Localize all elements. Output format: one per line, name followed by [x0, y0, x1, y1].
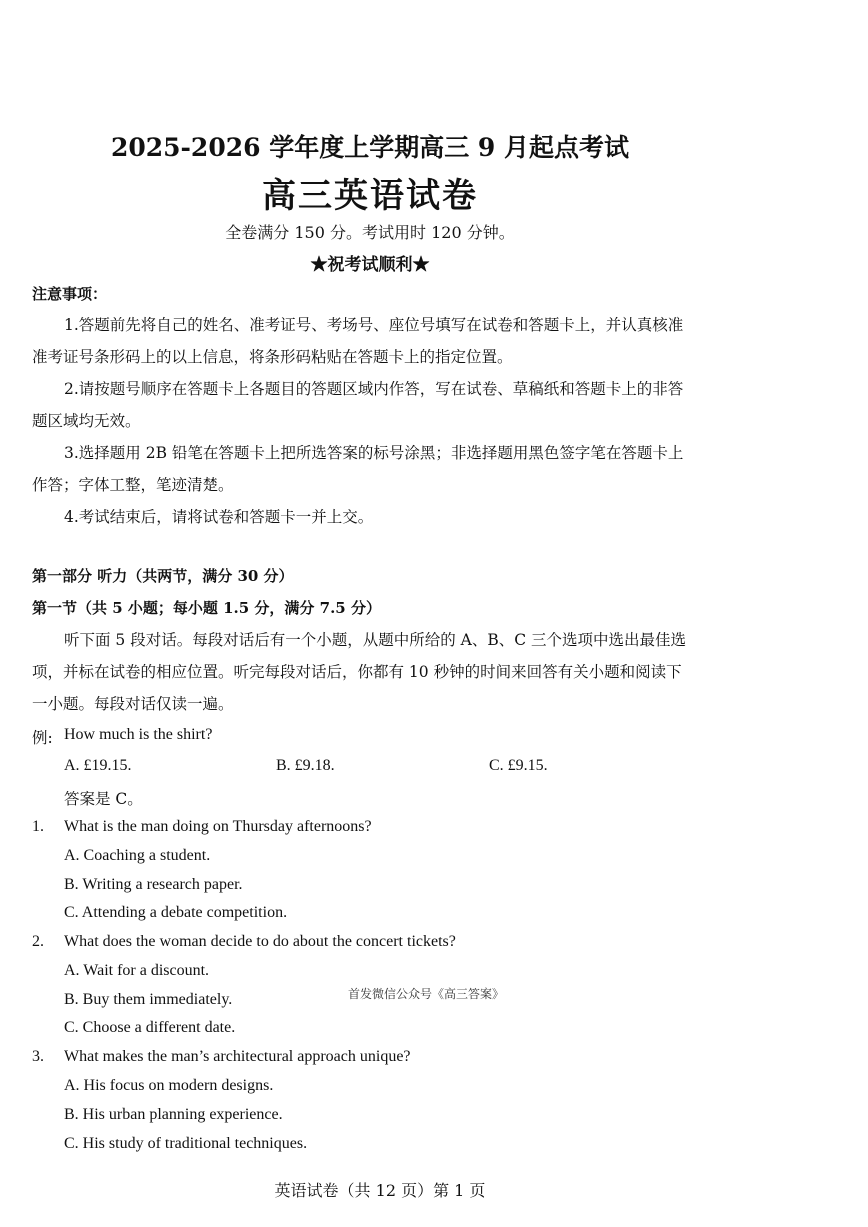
example-option-b: B. £9.18.: [276, 757, 335, 774]
question-option: C. Choose a different date.: [64, 1019, 236, 1036]
question-text: What is the man doing on Thursday afternoons?: [64, 818, 372, 835]
question-text: What does the woman decide to do about the concert tickets?: [64, 933, 456, 950]
question-option: A. Coaching a student.: [64, 847, 211, 864]
example-question: How much is the shirt?: [64, 726, 213, 743]
instruction-line: 项，并标在试卷的相应位置。听完每段对话后，你都有 10 秒钟的时间来回答有关小题和阅读下: [32, 663, 682, 681]
note-line: 题区域均无效。: [32, 412, 141, 430]
question-option: B. Writing a research paper.: [64, 876, 243, 893]
notes-heading: 注意事项：: [32, 285, 108, 303]
good-luck-banner: ★祝考试顺利★: [310, 255, 430, 275]
score-time-info: 全卷满分 150 分。考试用时 120 分钟。: [225, 223, 515, 242]
section1-heading: 第一节（共 5 小题；每小题 1.5 分，满分 7.5 分）: [32, 599, 381, 617]
note-line: 3.选择题用 2B 铅笔在答题卡上把所选答案的标号涂黑；非选择题用黑色签字笔在答题卡上: [64, 444, 684, 462]
question-option: C. His study of traditional techniques.: [64, 1135, 308, 1152]
note-line: 准考证号条形码上的以上信息，将条形码粘贴在答题卡上的指定位置。: [32, 348, 513, 366]
note-line: 2.请按题号顺序在答题卡上各题目的答题区域内作答，写在试卷、草稿纸和答题卡上的非答: [64, 380, 684, 398]
question-text: What makes the man’s architectural approach unique?: [64, 1048, 411, 1065]
page-footer: 英语试卷（共 12 页）第 1 页: [274, 1181, 486, 1200]
instruction-line: 一小题。每段对话仅读一遍。: [32, 695, 234, 713]
question-option: A. Wait for a discount.: [64, 962, 210, 979]
subject-title: 高三英语试卷: [262, 176, 478, 216]
example-option-c: C. £9.15.: [489, 757, 548, 774]
note-line: 4.考试结束后，请将试卷和答题卡一并上交。: [64, 508, 374, 526]
watermark-text: 首发微信公众号《高三答案》: [348, 987, 505, 1001]
question-number: 3.: [32, 1048, 44, 1065]
question-number: 1.: [32, 818, 44, 835]
question-option: A. His focus on modern designs.: [64, 1077, 274, 1094]
exam-title: 2025-2026 学年度上学期高三 9 月起点考试: [110, 133, 630, 162]
question-option: B. His urban planning experience.: [64, 1106, 283, 1123]
note-line: 1.答题前先将自己的姓名、准考证号、考场号、座位号填写在试卷和答题卡上，并认真核准: [64, 316, 684, 334]
example-label: 例:: [32, 729, 53, 747]
question-number: 2.: [32, 933, 44, 950]
instruction-line: 听下面 5 段对话。每段对话后有一个小题，从题中所给的 A、B、C 三个选项中选出最佳选: [64, 631, 687, 649]
example-answer: 答案是 C。: [64, 790, 143, 808]
part1-heading: 第一部分 听力（共两节，满分 30 分）: [32, 567, 294, 585]
note-line: 作答；字体工整，笔迹清楚。: [32, 476, 234, 494]
question-option: C. Attending a debate competition.: [64, 904, 288, 921]
question-option: B. Buy them immediately.: [64, 991, 233, 1008]
example-option-a: A. £19.15.: [64, 757, 132, 774]
